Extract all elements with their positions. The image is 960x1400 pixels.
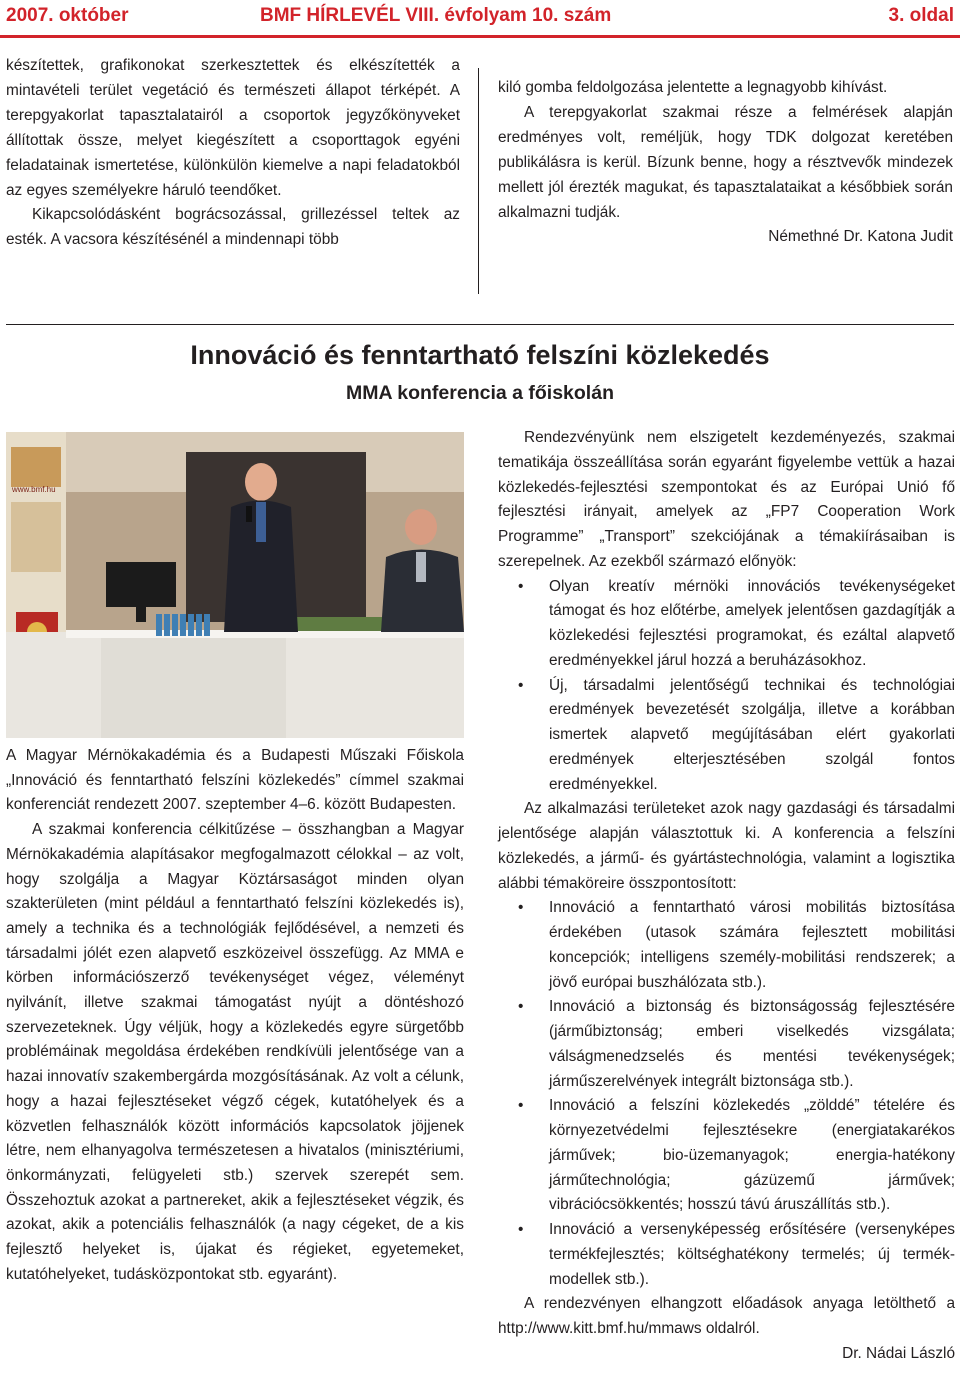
benefits-list [498,575,955,798]
paragraph: Az alkalmazási területeket azok nagy gazdasági és társadalmi jelentősége alapján választottuk ki. A konferencia a felszíni közlekedés, a jármű- és gyártástechnológia, valamint a logisztika alábbi témaköreire összpontosított: [498,800,955,892]
list-item: • Innováció a felszíni közlekedés „zölddé” tételére és környezetvédelmi fejlesztésekre (energiatakarékos járművek; bio-üzemanyagok; energia-hatékony járműtechnológia; gázüzemű járművek; vibrációcsökkentés; hosszú távú áruszállítás stb.). [498,1094,955,1218]
banner-url: www.bmf.hu [12,485,56,494]
bullet-icon: • [518,998,524,1016]
paragraph: Kikapcsolódásként bográcsozással, grillezéssel teltek az esték. A vacsora készítésénél a mindennapi több [6,206,460,249]
paragraph: kiló gomba feldolgozása jelentette a legnagyobb kihívást. [498,79,888,96]
previous-article-left-column [6,54,460,253]
conference-photo [6,432,464,738]
section-divider [6,324,954,325]
article-right-column [498,426,955,1367]
list-item: • Új, társadalmi jelentőségű technikai és technológiai eredmények bevezetését szolgálja, illetve a korábban ismertek alapvető megújításában elért gyakorlati eredmények elterjesztésében szolgál fontos eredményekkel. [498,674,955,798]
paragraph: A terepgyakorlat szakmai része a felmérések alapján eredményes volt, reméljük, hogy TDK dolgozat keretében publikálásra is kerül. Bízunk benne, hogy a résztvevők mindezek mellett jól érezték magukat, és tapasztalataikat a későbbiek során alkalmazni tudják. [498,103,953,221]
paragraph: A Magyar Mérnökakadémia és a Budapesti Műszaki Főiskola „Innováció és fenntartható felszíni közlekedés” címmel szakmai konferenciát rendezett 2007. szeptember 4–6. között Budapesten. [6,747,464,814]
previous-article-right-column [498,76,953,250]
paragraph: A rendezvényen elhangzott előadások anyaga letölthető a http://www.kitt.bmf.hu/mmaws oldalról. [498,1295,955,1337]
paragraph: Rendezvényünk nem elszigetelt kezdeményezés, szakmai tematikája összeállítása során egyaránt figyelembe vettük a hazai közlekedés-fejlesztési szempontokat és az Európai Unió fő fejlesztési irányait, amelyek az „FP7 Cooperation Work Programme” „Transport” szekciójának a témakiírásaiban is szerepelnek. Az ezekből származó előnyök: [498,429,955,570]
paragraph: A szakmai konferencia célkitűzése – összhangban a Magyar Mérnökakadémia alapításakor megfogalmazott célokkal – az volt, hogy szolgálja a Magyar Köztársaságot minden olyan szakterületen (mint például a fenntartható felszíni közlekedés is), amely a technika és a technológiák fejlődésével, a nemzeti és társadalmi jólét ezen alapvető eszközeivel összefügg. Az MMA e körben információszerző tevékenységet végez, véleményt nyilvánít, illetve szakmai támogatást nyújt a döntéshozó szervezeteknek. Úgy véljük, hogy a közlekedés egyre sürgetőbb problémáinak megoldása érdekében rendkívüli jelentősége van a hazai innovatív szakembergárda mozgósításának. Az volt a célunk, hogy a hazai fejlesztéseket végző cégek, kutatóhelyek és a közvetlen felhasználók között információs kapcsolatok jöjjenek létre, nem elhanyagolva természetesen a hivatalos (minisztériumi, önkormányzati, felügyeleti stb.) szervek szerepét sem. Összehoztuk azokat a partnereket, akik a fejlesztéseket végzik, és azokat, akik a potenciális felhasználók (a nagy cégeket, de a kis fejlesztő helyeket is, újakat és régieket, egyetemeket, kutatóhelyeket, tudásközpontokat stb. egyaránt). [6,821,464,1283]
article-title: Innováció és fenntartható felszíni közlekedés [190,340,770,370]
bullet-icon: • [518,577,524,595]
topics-list [498,896,955,1292]
list-item: • Olyan kreatív mérnöki innovációs tevékenységeket támogat és hoz előtérbe, amelyek jelentősen gazdagítják a közlekedési fejlesztési programokat, és ezáltal alapvető eredményekkel járul hozzá a beruházásokhoz. [498,575,955,674]
bottles-icon [156,614,210,636]
page-header [0,0,960,38]
monitor-icon [106,562,176,607]
paragraph: készítettek, grafikonokat szerkesztettek és elkészítették a mintavételi terület vegetáció és természeti állapot térképét. A terepgyakorlat tapasztalatairól a csoportok jegyzőkönyveket állítottak össze, melyet kiegészített a csoporttagok egyéni feladatainak ismertetése, különkülön kiemelve a napi feladatokból az egyes személyekre háruló teendőket. [6,57,460,199]
author-signature: Dr. Nádai László [842,1344,955,1362]
list-item: • Innováció a versenyképesség erősítésére (versenyképes termékfejlesztés; költséghatékony termelés; új termék-modellek stb.). [498,1218,955,1292]
page-number: 3. oldal [888,5,954,26]
article-left-column [6,744,464,1287]
bullet-icon: • [518,1221,524,1238]
publication-name: BMF HÍRLEVÉL VIII. évfolyam 10. szám [260,5,612,26]
author-signature: Némethné Dr. Katona Judit [768,228,953,246]
column-divider [478,68,479,294]
bullet-icon: • [518,676,524,694]
list-item: • Innováció a biztonság és biztonságosság fejlesztésére (járműbiztonság; emberi viselkedés vizsgálata; válságmenedzselés és mentési tevékenységek; járműszerelvények integrált biztonsága stb.). [498,995,955,1094]
list-item: • Innováció a fenntartható városi mobilitás biztosítása érdekében (utasok számára fejlesztett mobilitási koncepciók; intelligens személy-mobilitási rendszerek; a jövő európai buszhálózata stb.). [498,896,955,995]
article-subtitle: MMA konferencia a főiskolán [345,382,614,404]
bullet-icon: • [518,1097,524,1115]
bullet-icon: • [518,899,524,917]
issue-date: 2007. október [6,5,129,26]
